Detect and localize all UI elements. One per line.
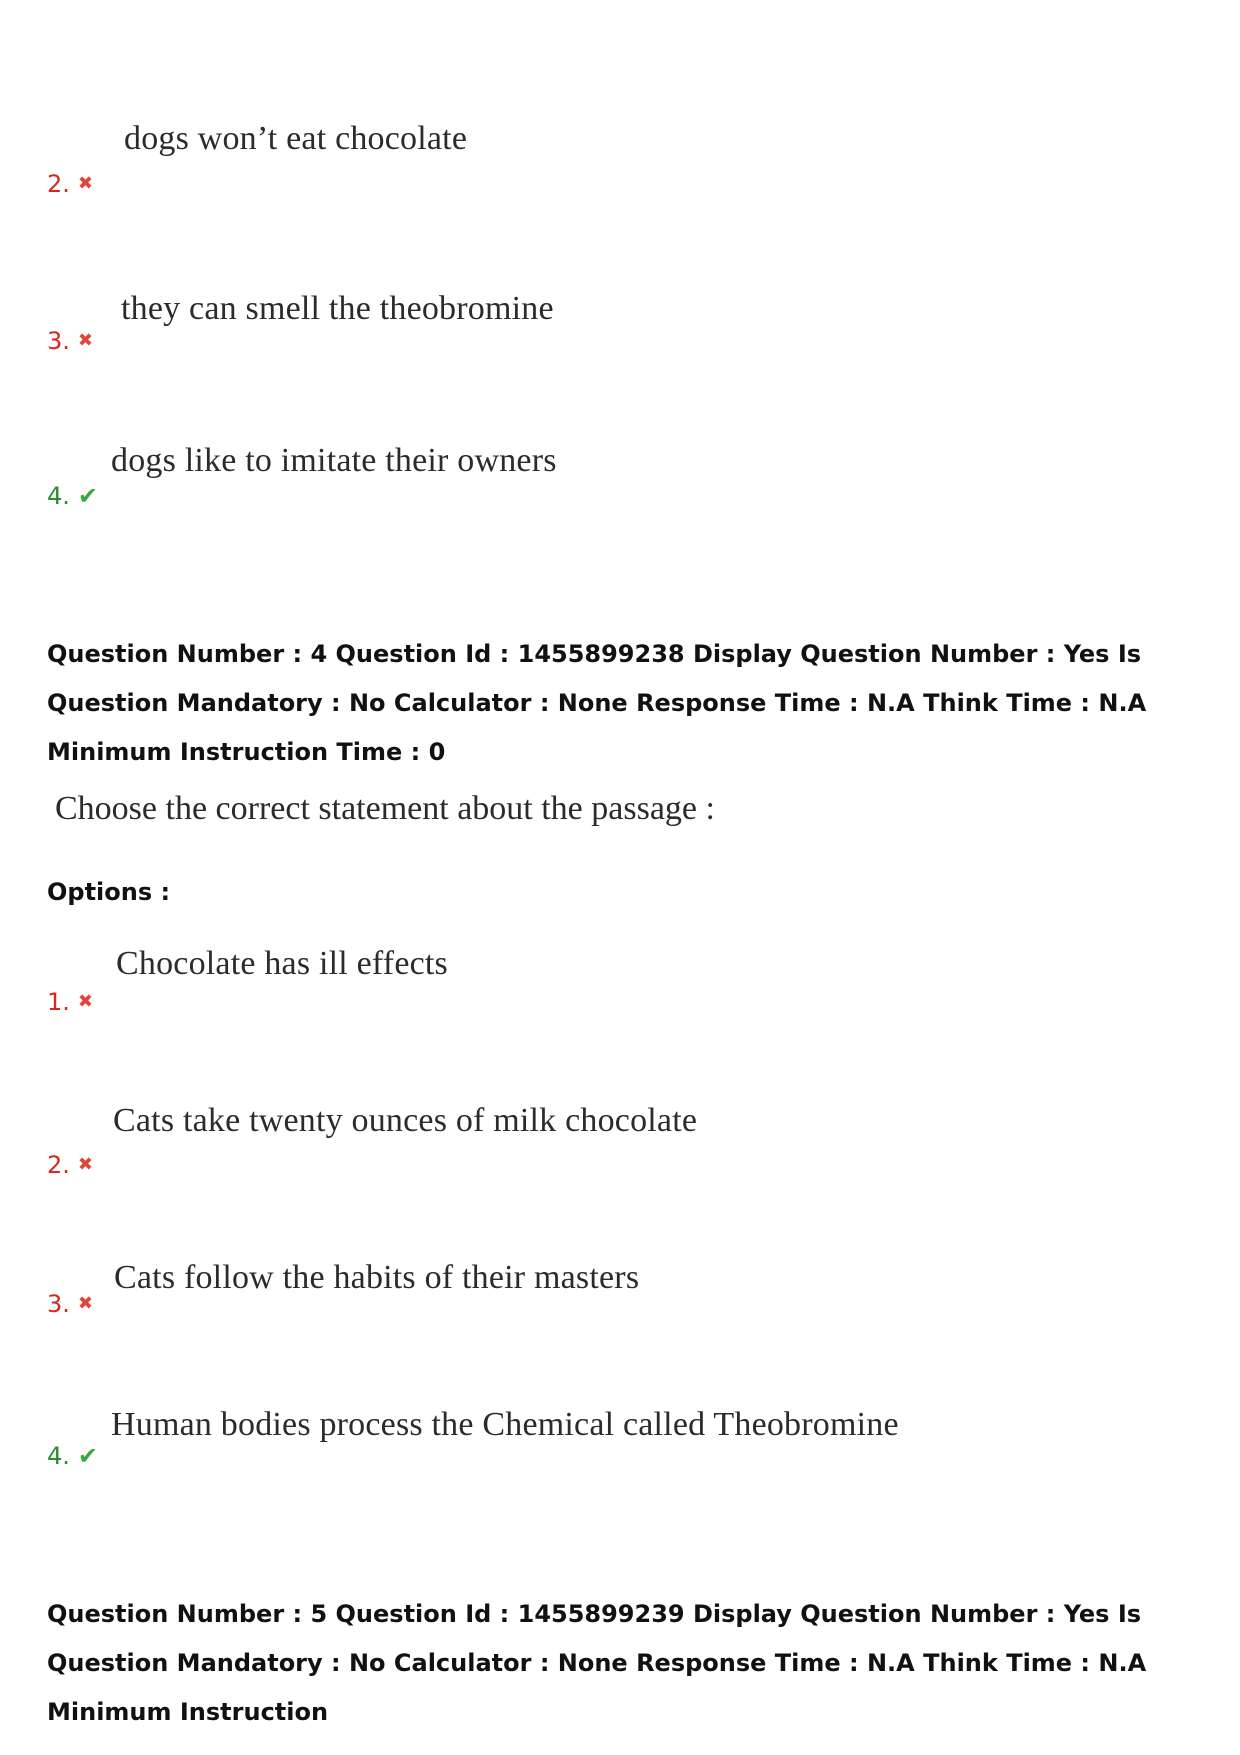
q4-options-label: Options :	[47, 878, 171, 906]
cross-icon: ✖	[77, 1293, 93, 1314]
q3-option-4-text: dogs like to imitate their owners	[111, 442, 557, 479]
q4-option-4-marker	[47, 1442, 98, 1470]
cross-icon: ✖	[77, 330, 93, 351]
cross-icon: ✖	[77, 991, 93, 1012]
check-icon: ✔	[77, 1442, 99, 1470]
q4-option-1-text: Chocolate has ill effects	[116, 945, 448, 982]
q4-option-2-marker	[47, 1151, 93, 1179]
option-number: 3.	[47, 327, 70, 355]
q4-option-2-text: Cats take twenty ounces of milk chocolate	[113, 1102, 698, 1139]
cross-icon: ✖	[77, 173, 93, 194]
option-number: 1.	[47, 988, 70, 1016]
option-number: 4.	[47, 1442, 70, 1470]
q4-option-1-marker	[47, 988, 93, 1016]
q3-option-2-text: dogs won’t eat chocolate	[124, 120, 468, 157]
cross-icon: ✖	[77, 1154, 93, 1175]
q4-option-3-text: Cats follow the habits of their masters	[114, 1259, 640, 1296]
q4-meta: Question Number : 4 Question Id : 1455899238 Display Question Number : Yes Is Question Mandatory : No Calculator : None Response Time : N.A Think Time : N.A Minimum Instruction Time : 0	[47, 640, 1147, 766]
q3-option-4-marker	[47, 482, 98, 510]
check-icon: ✔	[77, 482, 99, 510]
option-number: 4.	[47, 482, 70, 510]
q4-question-text: Choose the correct statement about the passage :	[55, 790, 715, 827]
q4-option-4-text: Human bodies process the Chemical called Theobromine	[111, 1406, 899, 1443]
q4-option-3-marker	[47, 1290, 93, 1318]
option-number: 3.	[47, 1290, 70, 1318]
option-number: 2.	[47, 170, 70, 198]
q5-meta: Question Number : 5 Question Id : 1455899239 Display Question Number : Yes Is Question Mandatory : No Calculator : None Response Time : N.A Think Time : N.A Minimum Instruction	[47, 1600, 1147, 1726]
option-number: 2.	[47, 1151, 70, 1179]
q3-option-2-marker	[47, 170, 93, 198]
q3-option-3-marker	[47, 327, 93, 355]
q3-option-3-text: they can smell the theobromine	[121, 290, 554, 327]
